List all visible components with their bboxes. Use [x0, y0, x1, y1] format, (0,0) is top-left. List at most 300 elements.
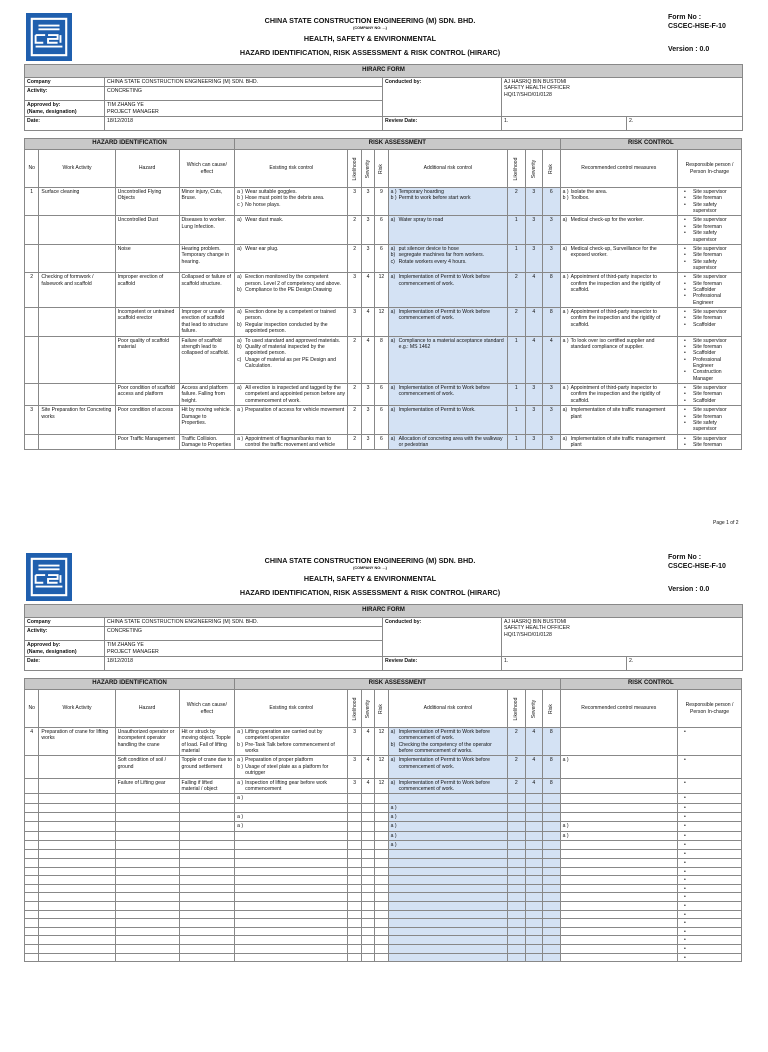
responsible-item: • Site supervisor: [680, 274, 739, 280]
conducted-ref: HQ/17/SHO/01/0128: [504, 91, 552, 98]
additional-list-item: a) Implementation of Permit to Work.: [391, 407, 505, 413]
row-responsible: [678, 953, 742, 962]
row-hazard: [115, 850, 179, 859]
activity-value: CONCRETING: [105, 87, 383, 101]
row-additional-control: a ): [388, 831, 507, 840]
empty-row: [25, 919, 742, 928]
row-existing-control: [235, 728, 348, 756]
row-additional-control: [388, 850, 507, 859]
responsible-item: • Scaffolder: [680, 287, 739, 293]
row-existing-control: [235, 927, 348, 936]
row-additional-control: [388, 858, 507, 867]
row-likelihood-2: 1: [508, 406, 526, 434]
row-severity-2: 3: [525, 384, 543, 406]
row-responsible: [678, 893, 742, 902]
review-date-2: 2.: [627, 117, 743, 131]
row-severity-2: [525, 858, 543, 867]
row-additional-control: [388, 384, 507, 406]
responsible-item: • Site safety supervisor: [680, 259, 739, 272]
row-likelihood: [348, 867, 361, 876]
additional-list-item: a) Implementation of Permit to Work before commencement of work.: [391, 729, 505, 742]
recommended-list: [563, 436, 675, 449]
row-risk: 6: [375, 384, 388, 406]
responsible-list: [680, 436, 739, 449]
row-risk-2: 8: [543, 728, 561, 756]
row-likelihood-2: 1: [508, 336, 526, 384]
col-likelihood: Likelihood: [348, 690, 361, 728]
row-likelihood: 3: [348, 728, 361, 756]
row-likelihood: 2: [348, 384, 361, 406]
row-risk: [375, 794, 388, 803]
row-hazard: Poor Traffic Management: [115, 434, 179, 450]
document-title-2: HAZARD IDENTIFICATION, RISK ASSESSMENT & RISK CONTROL (HIRARC): [239, 588, 501, 597]
existing-list-item: a) To used standard and approved materials.: [237, 338, 345, 344]
empty-row: [25, 884, 742, 893]
company-logo-2: [26, 553, 72, 601]
row-severity: [361, 884, 374, 893]
row-recommended: [560, 901, 677, 910]
existing-list-item: c ) No horse plays.: [237, 202, 345, 208]
additional-list: [391, 780, 505, 793]
row-likelihood-2: [508, 876, 526, 885]
recommended-list: [563, 309, 675, 328]
hirarc-info-table: [24, 64, 743, 131]
responsible-item: • Site foreman: [680, 315, 739, 321]
additional-list-item: a) Implementation of Permit to Work before commencement of work.: [391, 274, 505, 287]
existing-list-item: b ) Pre-Task Talk before commencement of works: [237, 742, 345, 755]
row-severity: 3: [361, 216, 374, 244]
recommended-list-item: a) Implementation of site traffic management plant: [563, 407, 675, 420]
row-risk-2: [543, 850, 561, 859]
row-severity-2: [525, 953, 543, 962]
row-work-activity: [39, 216, 115, 244]
row-severity-2: 3: [525, 406, 543, 434]
review-date-1: 1.: [502, 117, 627, 131]
existing-list-item: a) All erection is inspected and tagged by the competent and appointed person before any commencement of work.: [237, 385, 345, 404]
row-no: 1: [25, 188, 39, 216]
row-recommended: [560, 273, 677, 308]
existing-list: [237, 729, 345, 754]
row-responsible: [678, 728, 742, 756]
row-responsible: [678, 884, 742, 893]
row-severity: [361, 910, 374, 919]
hirarc-info-table-2: [24, 604, 743, 671]
row-work-activity: [39, 434, 115, 450]
responsible-item: • Site foreman: [680, 281, 739, 287]
review-date-1-2: 1.: [502, 657, 627, 671]
row-risk: [375, 927, 388, 936]
row-likelihood-2: 2: [508, 728, 526, 756]
responsible-item: • Site supervisor: [680, 189, 739, 195]
row-no: [25, 308, 39, 336]
row-responsible: [678, 876, 742, 885]
row-severity: 3: [361, 244, 374, 272]
row-no: [25, 927, 39, 936]
activity-label: Activity:: [25, 87, 105, 101]
version: Version : 0.0: [668, 46, 710, 53]
row-likelihood: [348, 803, 361, 812]
row-severity-2: 4: [525, 778, 543, 794]
row-risk-2: [543, 936, 561, 945]
row-severity-2: [525, 822, 543, 831]
conducted-role: SAFETY HEALTH OFFICER: [504, 85, 570, 91]
row-existing-control: [235, 919, 348, 928]
row-severity-2: [525, 901, 543, 910]
row-risk: [375, 822, 388, 831]
row-no: [25, 244, 39, 272]
row-recommended: [560, 919, 677, 928]
hirarc-table-page-2: [24, 678, 742, 962]
row-responsible: [678, 858, 742, 867]
existing-list-item: a ) Lifting operation are carried out by competent operator: [237, 729, 345, 742]
row-likelihood: [348, 822, 361, 831]
row-likelihood: [348, 876, 361, 885]
row-likelihood: 3: [348, 308, 361, 336]
row-existing-control: [235, 336, 348, 384]
company-logo: [26, 13, 72, 61]
row-risk: 12: [375, 778, 388, 794]
row-likelihood-2: [508, 867, 526, 876]
row-additional-control: [388, 434, 507, 450]
empty-row: [25, 867, 742, 876]
row-risk: [375, 893, 388, 902]
additional-list-item: a) Allocation of concreting area with the walkway or pedestrian: [391, 436, 505, 449]
row-hazard: [115, 944, 179, 953]
row-recommended: [560, 308, 677, 336]
row-risk-2: 6: [543, 188, 561, 216]
date-value: 18/12/2018: [105, 117, 383, 131]
additional-list-item: a) Implementation of Permit to Work before commencement of work.: [391, 757, 505, 770]
row-no: [25, 336, 39, 384]
responsible-item: • Site supervisor: [680, 385, 739, 391]
row-likelihood: 3: [348, 273, 361, 308]
row-cause: Hit or struck by moving object. Topple of load. Fall of lifting material: [179, 728, 235, 756]
col-hazard: Hazard: [115, 150, 179, 188]
company-number: (COMPANY NO: ...): [353, 26, 387, 30]
row-cause: Access and platform failure. Falling from height.: [179, 384, 235, 406]
row-severity-2: 4: [525, 756, 543, 778]
row-cause: Topple of crane due to ground settlement: [179, 756, 235, 778]
existing-list-item: a ) Preparation of proper platform: [237, 757, 345, 763]
responsible-item: • Site foreman: [680, 344, 739, 350]
row-responsible: [678, 434, 742, 450]
row-risk-2: [543, 944, 561, 953]
col-likelihood-2: Likelihood: [508, 150, 526, 188]
page-2: [0, 540, 768, 1052]
recommended-list-item: a) Medical check-up, Surveillance for the exposed worker.: [563, 246, 675, 259]
col-cause: Which can cause/ effect: [179, 150, 235, 188]
row-risk-2: [543, 910, 561, 919]
existing-list-item: b) Compliance to the PE Design Drawing: [237, 287, 345, 293]
row-additional-control: [388, 308, 507, 336]
row-severity-2: [525, 884, 543, 893]
empty-row: [25, 910, 742, 919]
responsible-list: [680, 217, 739, 242]
row-responsible: [678, 308, 742, 336]
cscec-logo-icon: [27, 554, 71, 600]
table-row: [25, 273, 742, 308]
col-risk: Risk: [375, 690, 388, 728]
row-risk: [375, 850, 388, 859]
row-risk-2: [543, 831, 561, 840]
table-row: [25, 756, 742, 778]
row-risk: 9: [375, 188, 388, 216]
row-existing-control: [235, 384, 348, 406]
row-work-activity: [39, 884, 115, 893]
row-risk-2: [543, 893, 561, 902]
responsible-item: • Site safety supervisor: [680, 202, 739, 215]
row-hazard: [115, 901, 179, 910]
row-existing-control: a ): [235, 812, 348, 821]
row-likelihood: [348, 812, 361, 821]
row-existing-control: [235, 953, 348, 962]
row-severity: 3: [361, 406, 374, 434]
row-work-activity: [39, 831, 115, 840]
review-date-label: Review Date:: [383, 117, 502, 131]
row-risk: [375, 944, 388, 953]
version-2: Version : 0.0: [668, 586, 710, 593]
row-existing-control: [235, 803, 348, 812]
row-cause: Failure of scaffold strength lead to collapsed of scaffold.: [179, 336, 235, 384]
row-likelihood: 2: [348, 244, 361, 272]
row-likelihood-2: [508, 936, 526, 945]
responsible-item: • Site supervisor: [680, 217, 739, 223]
row-cause: [179, 893, 235, 902]
row-severity-2: [525, 936, 543, 945]
empty-row: [25, 901, 742, 910]
row-likelihood-2: [508, 831, 526, 840]
row-likelihood: [348, 794, 361, 803]
row-no: [25, 884, 39, 893]
row-severity-2: [525, 812, 543, 821]
company-value: CHINA STATE CONSTRUCTION ENGINEERING (M) SDN. BHD.: [105, 77, 383, 87]
responsible-list: [680, 407, 739, 432]
recommended-list-item: a ) Appointment of third-party inspector to confirm the inspection and the rigidity of scaffold.: [563, 274, 675, 293]
row-cause: Traffic Collision. Damage to Properties: [179, 434, 235, 450]
row-work-activity: [39, 803, 115, 812]
row-likelihood-2: 1: [508, 434, 526, 450]
row-likelihood-2: [508, 910, 526, 919]
row-cause: [179, 876, 235, 885]
row-existing-control: [235, 884, 348, 893]
col-work-activity: Work Activity: [39, 690, 115, 728]
row-likelihood: 2: [348, 216, 361, 244]
additional-list: [391, 407, 505, 413]
recommended-list: [563, 407, 675, 420]
additional-list-item: a) Water spray to road: [391, 217, 505, 223]
col-additional-control: Additional risk control: [388, 150, 507, 188]
row-risk-2: 3: [543, 434, 561, 450]
page-number: Page 1 of 2: [713, 520, 739, 526]
row-likelihood-2: 2: [508, 273, 526, 308]
row-risk: 12: [375, 728, 388, 756]
row-severity: [361, 867, 374, 876]
row-likelihood-2: [508, 953, 526, 962]
row-hazard: [115, 936, 179, 945]
row-risk: [375, 812, 388, 821]
row-recommended: [560, 841, 677, 850]
responsible-item: • Scaffolder: [680, 398, 739, 404]
row-additional-control: [388, 910, 507, 919]
row-severity: [361, 901, 374, 910]
additional-list-item: a) put silencer device to hose: [391, 246, 505, 252]
col-likelihood-2: Likelihood: [508, 690, 526, 728]
row-cause: Improper or unsafe erection of scaffold that lead to structure failure.: [179, 308, 235, 336]
table-row: [25, 308, 742, 336]
row-likelihood: 3: [348, 778, 361, 794]
row-hazard: Incompetent or untrained scaffold erector: [115, 308, 179, 336]
row-existing-control: [235, 434, 348, 450]
col-severity: Severity: [361, 150, 374, 188]
col-recommended: Recommended control measures: [560, 150, 677, 188]
row-hazard: [115, 910, 179, 919]
row-severity-2: [525, 867, 543, 876]
recommended-list: [563, 338, 675, 351]
existing-list: [237, 780, 345, 793]
activity-value-2: CONCRETING: [105, 627, 383, 641]
row-severity: 4: [361, 308, 374, 336]
row-work-activity: [39, 876, 115, 885]
row-cause: Diseases to worker. Lung Infection.: [179, 216, 235, 244]
row-additional-control: a ): [388, 803, 507, 812]
row-likelihood: [348, 893, 361, 902]
row-risk: [375, 901, 388, 910]
row-hazard: [115, 919, 179, 928]
row-additional-control: [388, 876, 507, 885]
row-additional-control: [388, 778, 507, 794]
row-severity-2: 4: [525, 336, 543, 384]
row-cause: Minor injury, Cuts, Bruse.: [179, 188, 235, 216]
row-recommended: [560, 876, 677, 885]
row-additional-control: [388, 188, 507, 216]
additional-list: [391, 274, 505, 287]
row-cause: [179, 919, 235, 928]
row-risk: 6: [375, 244, 388, 272]
row-responsible: [678, 867, 742, 876]
conducted-label-2: Conducted by:: [383, 617, 502, 657]
existing-list: [237, 217, 345, 223]
row-recommended: [560, 927, 677, 936]
row-no: 2: [25, 273, 39, 308]
row-work-activity: [39, 794, 115, 803]
row-severity: [361, 858, 374, 867]
row-severity: [361, 812, 374, 821]
row-likelihood-2: [508, 901, 526, 910]
row-work-activity: [39, 936, 115, 945]
row-responsible: [678, 794, 742, 803]
row-risk: [375, 919, 388, 928]
row-recommended: [560, 434, 677, 450]
row-severity-2: [525, 910, 543, 919]
row-additional-control: [388, 273, 507, 308]
additional-list-item: b) segregate machines far from workers.: [391, 252, 505, 258]
responsible-item: • Site foreman: [680, 252, 739, 258]
group-hazard-identification: HAZARD IDENTIFICATION: [25, 679, 235, 690]
row-existing-control: [235, 850, 348, 859]
row-work-activity: [39, 953, 115, 962]
col-responsible: Responsible person / Person In-charge: [678, 150, 742, 188]
form-number-label: Form No :: [668, 14, 702, 21]
row-cause: [179, 884, 235, 893]
row-severity: [361, 944, 374, 953]
row-existing-control: [235, 876, 348, 885]
row-recommended: [560, 216, 677, 244]
row-hazard: Failure of Lifting gear: [115, 778, 179, 794]
row-existing-control: [235, 308, 348, 336]
row-risk-2: [543, 841, 561, 850]
col-risk-2: Risk: [543, 690, 561, 728]
row-risk: 6: [375, 406, 388, 434]
additional-list-item: a) Implementation of Permit to Work before commencement of work.: [391, 385, 505, 398]
col-responsible: Responsible person / Person In-charge: [678, 690, 742, 728]
row-hazard: Poor condition of scaffold access and platform: [115, 384, 179, 406]
row-risk: [375, 936, 388, 945]
row-likelihood-2: 1: [508, 384, 526, 406]
row-likelihood: [348, 927, 361, 936]
row-severity: [361, 936, 374, 945]
group-hazard-identification: HAZARD IDENTIFICATION: [25, 139, 235, 150]
form-number-2: [668, 553, 726, 572]
table-row: [25, 216, 742, 244]
row-responsible: [678, 936, 742, 945]
row-work-activity: [39, 778, 115, 794]
col-existing-control: Existing risk control: [235, 690, 348, 728]
row-work-activity: [39, 927, 115, 936]
row-cause: [179, 953, 235, 962]
row-severity: [361, 822, 374, 831]
row-no: [25, 910, 39, 919]
row-recommended: [560, 336, 677, 384]
row-recommended: a ): [560, 831, 677, 840]
row-recommended: [560, 893, 677, 902]
company-name-2: CHINA STATE CONSTRUCTION ENGINEERING (M) SDN. BHD.: [264, 556, 476, 565]
row-risk: [375, 858, 388, 867]
row-recommended: [560, 867, 677, 876]
row-additional-control: [388, 927, 507, 936]
row-existing-control: [235, 244, 348, 272]
company-label: Company: [25, 77, 105, 87]
row-likelihood: [348, 850, 361, 859]
row-severity-2: [525, 893, 543, 902]
row-hazard: [115, 884, 179, 893]
row-severity: [361, 803, 374, 812]
row-risk-2: [543, 812, 561, 821]
responsible-item: • Site supervisor: [680, 436, 739, 442]
row-no: [25, 893, 39, 902]
row-severity: [361, 876, 374, 885]
row-recommended: [560, 188, 677, 216]
row-hazard: Noise: [115, 244, 179, 272]
row-work-activity: [39, 893, 115, 902]
row-hazard: [115, 867, 179, 876]
row-no: [25, 953, 39, 962]
row-cause: [179, 901, 235, 910]
row-cause: [179, 927, 235, 936]
row-existing-control: [235, 406, 348, 434]
responsible-item: • Site foreman: [680, 414, 739, 420]
row-work-activity: Checking of formwork / falsework and scaffold: [39, 273, 115, 308]
row-existing-control: [235, 756, 348, 778]
responsible-item: • Site foreman: [680, 442, 739, 448]
row-likelihood: [348, 884, 361, 893]
additional-list: [391, 729, 505, 754]
form-number-value-2: CSCEC-HSE-F-10: [668, 563, 726, 571]
row-hazard: [115, 953, 179, 962]
row-likelihood: [348, 944, 361, 953]
row-existing-control: [235, 867, 348, 876]
row-no: [25, 901, 39, 910]
row-severity-2: 3: [525, 244, 543, 272]
